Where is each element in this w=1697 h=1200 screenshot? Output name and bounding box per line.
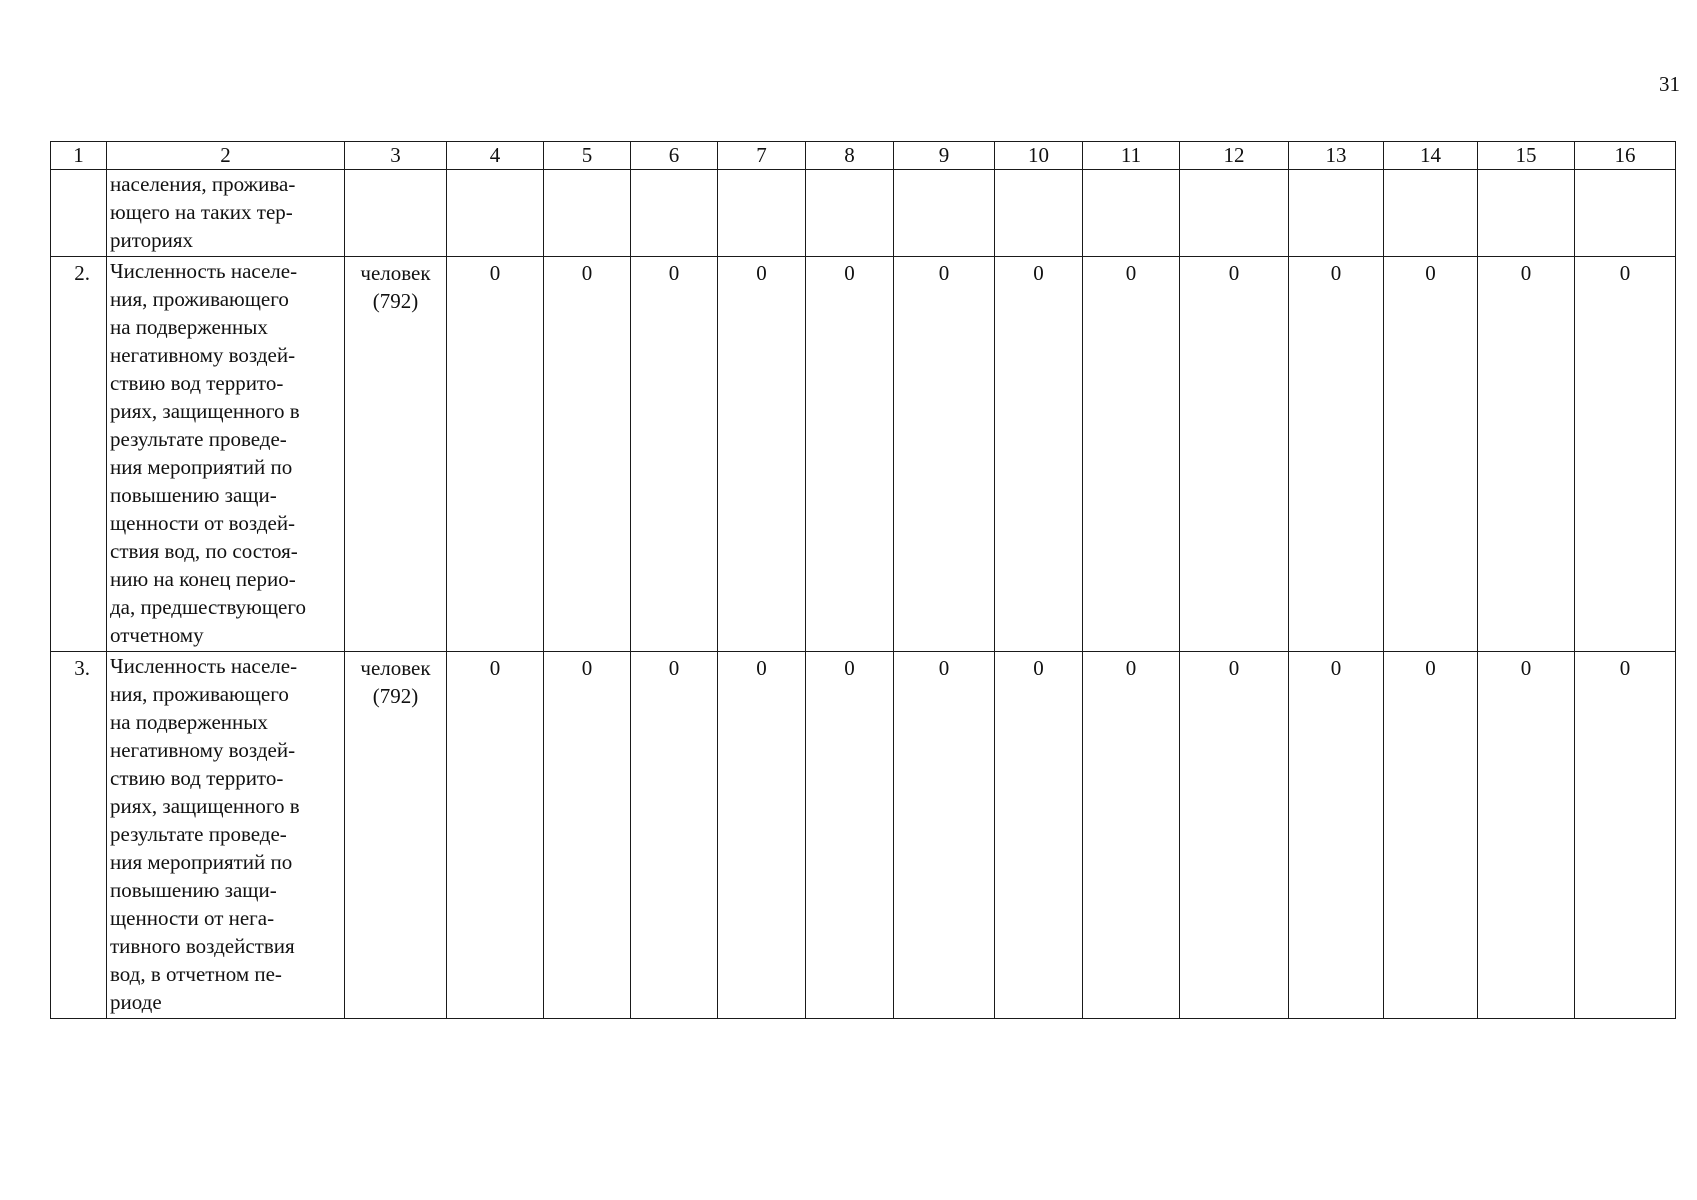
table-row-continuation xyxy=(51,170,1676,257)
value-cell xyxy=(718,170,806,257)
column-number-header: 15 xyxy=(1478,142,1575,170)
value-cell xyxy=(806,170,894,257)
value-cell: 0 xyxy=(447,652,544,1019)
value-cell xyxy=(894,170,995,257)
value-cell: 0 xyxy=(1478,257,1575,652)
column-number-header: 6 xyxy=(631,142,718,170)
column-number-header: 7 xyxy=(718,142,806,170)
indicator-table xyxy=(50,141,1676,1019)
value-cell: 0 xyxy=(1180,652,1289,1019)
column-number-header: 11 xyxy=(1083,142,1180,170)
column-number-header: 14 xyxy=(1384,142,1478,170)
value-cell: 0 xyxy=(894,257,995,652)
value-cell: 0 xyxy=(1575,652,1676,1019)
indicator-description-cell: Численность населе- ния, проживающего на подверженных негативному воздей- ствию вод террито- риях, защищенного в результате проведе- ния мероприятий по повышению защи- щенности от воздей- ствия вод, по состоя- нию на конец перио- да, предшествующего отчетному xyxy=(107,257,345,652)
value-cell: 0 xyxy=(1083,257,1180,652)
row-number-cell xyxy=(51,170,107,257)
value-cell: 0 xyxy=(806,257,894,652)
column-number-header: 9 xyxy=(894,142,995,170)
value-cell: 0 xyxy=(718,652,806,1019)
column-number-header: 12 xyxy=(1180,142,1289,170)
value-cell: 0 xyxy=(447,257,544,652)
value-cell xyxy=(544,170,631,257)
column-number-header: 5 xyxy=(544,142,631,170)
table-row xyxy=(51,652,1676,1019)
unit-cell: человек (792) xyxy=(345,652,447,1019)
value-cell: 0 xyxy=(806,652,894,1019)
value-cell: 0 xyxy=(1180,257,1289,652)
column-number-header: 8 xyxy=(806,142,894,170)
column-number-header: 13 xyxy=(1289,142,1384,170)
value-cell xyxy=(1289,170,1384,257)
value-cell xyxy=(1180,170,1289,257)
value-cell xyxy=(1083,170,1180,257)
value-cell xyxy=(631,170,718,257)
value-cell: 0 xyxy=(894,652,995,1019)
indicator-description-cell: Численность населе- ния, проживающего на подверженных негативному воздей- ствию вод террито- риях, защищенного в результате проведе- ния мероприятий по повышению защи- щенности от нега- тивного воздействия вод, в отчетном пе- риоде xyxy=(107,652,345,1019)
column-number-header: 10 xyxy=(995,142,1083,170)
column-number-header: 2 xyxy=(107,142,345,170)
value-cell: 0 xyxy=(544,652,631,1019)
table-row xyxy=(51,257,1676,652)
value-cell: 0 xyxy=(1289,257,1384,652)
value-cell: 0 xyxy=(1384,257,1478,652)
unit-cell: человек (792) xyxy=(345,257,447,652)
value-cell: 0 xyxy=(1478,652,1575,1019)
indicator-description-cell: населения, прожива- ющего на таких тер- риториях xyxy=(107,170,345,257)
column-number-header: 4 xyxy=(447,142,544,170)
value-cell: 0 xyxy=(718,257,806,652)
value-cell: 0 xyxy=(1384,652,1478,1019)
column-number-header: 16 xyxy=(1575,142,1676,170)
value-cell: 0 xyxy=(995,257,1083,652)
column-number-header: 3 xyxy=(345,142,447,170)
column-number-row xyxy=(51,142,1676,170)
row-number-cell: 2. xyxy=(51,257,107,652)
value-cell: 0 xyxy=(1575,257,1676,652)
value-cell: 0 xyxy=(1289,652,1384,1019)
row-number-cell: 3. xyxy=(51,652,107,1019)
value-cell: 0 xyxy=(995,652,1083,1019)
unit-cell xyxy=(345,170,447,257)
value-cell xyxy=(447,170,544,257)
page-number: 31 xyxy=(1659,72,1680,96)
value-cell xyxy=(995,170,1083,257)
column-number-header: 1 xyxy=(51,142,107,170)
value-cell xyxy=(1384,170,1478,257)
value-cell: 0 xyxy=(1083,652,1180,1019)
value-cell: 0 xyxy=(631,652,718,1019)
value-cell xyxy=(1478,170,1575,257)
value-cell xyxy=(1575,170,1676,257)
value-cell: 0 xyxy=(631,257,718,652)
value-cell: 0 xyxy=(544,257,631,652)
